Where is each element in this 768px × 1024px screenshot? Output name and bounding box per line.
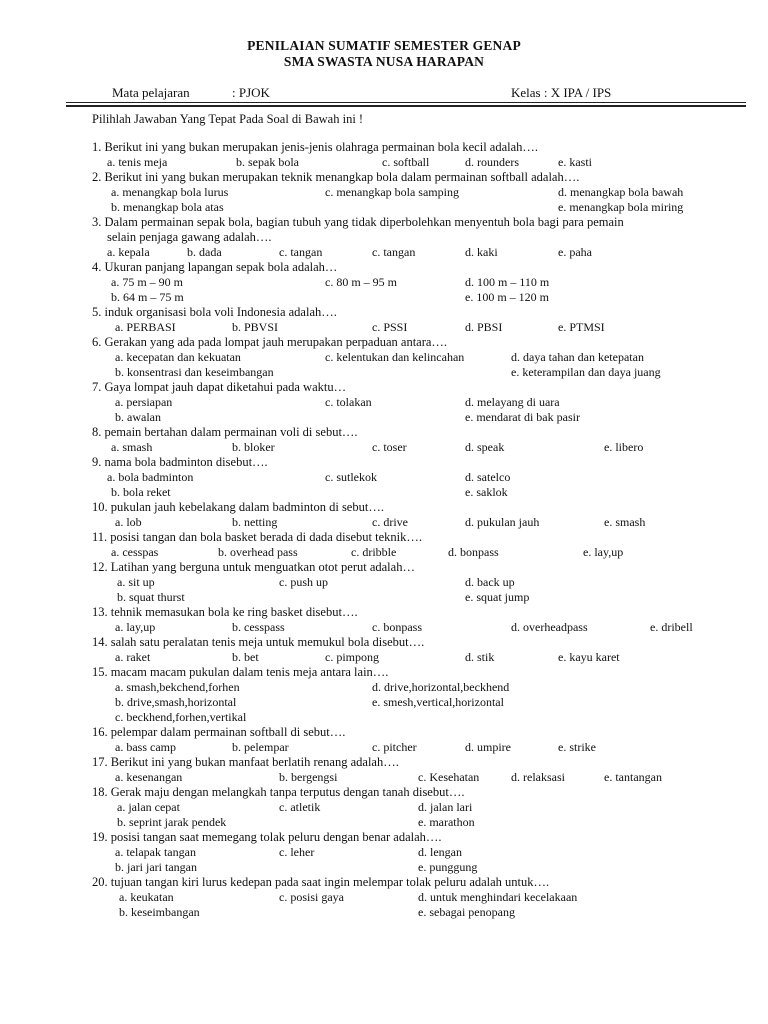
answer-option: a. kesenangan xyxy=(115,770,183,784)
answer-option: d. rounders xyxy=(465,155,519,169)
question-text: 14. salah satu peralatan tenis meja untuk memukul bola disebut…. xyxy=(92,635,425,649)
answer-option: b. cesspass xyxy=(232,620,285,634)
answer-option: b. sepak bola xyxy=(236,155,299,169)
answer-option: e. menangkap bola miring xyxy=(558,200,684,214)
answer-option: b. squat thurst xyxy=(117,590,185,604)
answer-option: c. 80 m – 95 m xyxy=(325,275,397,289)
answer-option: c. toser xyxy=(372,440,407,454)
answer-option: c. menangkap bola samping xyxy=(325,185,459,199)
question-text: 1. Berikut ini yang bukan merupakan jenis-jenis olahraga permainan bola kecil adalah…. xyxy=(92,140,539,154)
answer-option: c. pimpong xyxy=(325,650,379,664)
question-text: 5. induk organisasi bola voli Indonesia adalah…. xyxy=(92,305,337,319)
answer-option: c. softball xyxy=(382,155,430,169)
answer-option: c. tangan xyxy=(372,245,416,259)
answer-option: d. daya tahan dan ketepatan xyxy=(511,350,644,364)
answer-option: b. dada xyxy=(187,245,222,259)
question-text: 20. tujuan tangan kiri lurus kedepan pada saat ingin melempar tolak peluru adalah untuk…. xyxy=(92,875,550,889)
answer-option: d. jalan lari xyxy=(418,800,473,814)
answer-option: d. relaksasi xyxy=(511,770,565,784)
answer-option: c. leher xyxy=(279,845,315,859)
answer-option: a. 75 m – 90 m xyxy=(111,275,183,289)
question-text: 17. Berikut ini yang bukan manfaat berlatih renang adalah…. xyxy=(92,755,399,769)
answer-option: d. lengan xyxy=(418,845,462,859)
question-text: 4. Ukuran panjang lapangan sepak bola adalah… xyxy=(92,260,338,274)
answer-option: e. marathon xyxy=(418,815,475,829)
answer-option: b. 64 m – 75 m xyxy=(111,290,184,304)
answer-option: d. kaki xyxy=(465,245,498,259)
answer-option: c. kelentukan dan kelincahan xyxy=(325,350,465,364)
answer-option: b. bloker xyxy=(232,440,275,454)
answer-option: b. keseimbangan xyxy=(119,905,200,919)
answer-option: a. cesspas xyxy=(111,545,159,559)
answer-option: e. punggung xyxy=(418,860,478,874)
question-text: 2. Berikut ini yang bukan merupakan teknik menangkap bola dalam permainan softball adalah…. xyxy=(92,170,580,184)
answer-option: b. menangkap bola atas xyxy=(111,200,224,214)
exam-title: PENILAIAN SUMATIF SEMESTER GENAP xyxy=(247,38,521,53)
answer-option: c. dribble xyxy=(351,545,397,559)
answer-option: a. raket xyxy=(115,650,151,664)
answer-option: c. push up xyxy=(279,575,328,589)
answer-option: a. jalan cepat xyxy=(117,800,180,814)
answer-option: b. netting xyxy=(232,515,278,529)
answer-option: d. speak xyxy=(465,440,505,454)
answer-option: d. melayang di uara xyxy=(465,395,560,409)
answer-option: a. sit up xyxy=(117,575,155,589)
answer-option: b. PBVSI xyxy=(232,320,279,334)
answer-option: c. pitcher xyxy=(372,740,417,754)
answer-option: b. konsentrasi dan keseimbangan xyxy=(115,365,274,379)
answer-option: c. drive xyxy=(372,515,408,529)
answer-option: a. bola badminton xyxy=(107,470,194,484)
answer-option: a. keukatan xyxy=(119,890,174,904)
answer-option: d. umpire xyxy=(465,740,511,754)
answer-option: b. bet xyxy=(232,650,259,664)
answer-option: e. kayu karet xyxy=(558,650,620,664)
answer-option: d. stik xyxy=(465,650,495,664)
answer-option: c. beckhend,forhen,vertikal xyxy=(115,710,247,724)
answer-option: b. jari jari tangan xyxy=(115,860,197,874)
question-text: 15. macam macam pukulan dalam tenis meja antara lain…. xyxy=(92,665,389,679)
instruction: Pilihlah Jawaban Yang Tepat Pada Soal di Bawah ini ! xyxy=(92,112,364,126)
class-info: Kelas : X IPA / IPS xyxy=(511,85,612,100)
answer-option: d. satelco xyxy=(465,470,511,484)
question-text: 16. pelempar dalam permainan softball di sebut…. xyxy=(92,725,346,739)
answer-option: e. kasti xyxy=(558,155,592,169)
answer-option: e. mendarat di bak pasir xyxy=(465,410,580,424)
question-text: 12. Latihan yang berguna untuk menguatkan otot perut adalah… xyxy=(92,560,415,574)
question-text: 13. tehnik memasukan bola ke ring basket disebut…. xyxy=(92,605,358,619)
answer-option: b. drive,smash,horizontal xyxy=(115,695,237,709)
answer-option: a. PERBASI xyxy=(115,320,176,334)
answer-option: c. sutlekok xyxy=(325,470,377,484)
answer-option: c. tolakan xyxy=(325,395,372,409)
question-text: 10. pukulan jauh kebelakang dalam badminton di sebut…. xyxy=(92,500,384,514)
answer-option: a. smash xyxy=(111,440,153,454)
header-rule-thick xyxy=(66,105,746,107)
question-text: 18. Gerak maju dengan melangkah tanpa terputus dengan tanah disebut…. xyxy=(92,785,465,799)
answer-option: c. PSSI xyxy=(372,320,408,334)
answer-option: d. bonpass xyxy=(448,545,499,559)
answer-option: c. Kesehatan xyxy=(418,770,480,784)
question-text: 6. Gerakan yang ada pada lompat jauh merupakan perpaduan antara…. xyxy=(92,335,448,349)
question-text: 19. posisi tangan saat memegang tolak peluru dengan benar adalah…. xyxy=(92,830,442,844)
answer-option: e. libero xyxy=(604,440,644,454)
answer-option: d. back up xyxy=(465,575,515,589)
answer-option: e. saklok xyxy=(465,485,508,499)
answer-option: a. smash,bekchend,forhen xyxy=(115,680,240,694)
answer-option: b. seprint jarak pendek xyxy=(117,815,227,829)
question-text-continued: selain penjaga gawang adalah…. xyxy=(107,230,272,244)
answer-option: e. smash xyxy=(604,515,646,529)
answer-option: b. overhead pass xyxy=(218,545,298,559)
question-text: 11. posisi tangan dan bola basket berada di dada disebut teknik…. xyxy=(92,530,423,544)
answer-option: d. menangkap bola bawah xyxy=(558,185,684,199)
answer-option: c. atletik xyxy=(279,800,321,814)
answer-option: a. telapak tangan xyxy=(115,845,196,859)
answer-option: a. kepala xyxy=(107,245,150,259)
answer-option: e. squat jump xyxy=(465,590,530,604)
question-text: 9. nama bola badminton disebut…. xyxy=(92,455,268,469)
school-name: SMA SWASTA NUSA HARAPAN xyxy=(283,54,485,69)
header-rule xyxy=(66,102,746,103)
answer-option: d. untuk menghindari kecelakaan xyxy=(418,890,578,904)
answer-option: a. menangkap bola lurus xyxy=(111,185,229,199)
subject-label: Mata pelajaran xyxy=(112,85,190,100)
answer-option: e. PTMSI xyxy=(558,320,605,334)
answer-option: d. drive,horizontal,beckhend xyxy=(372,680,510,694)
answer-option: a. tenis meja xyxy=(107,155,168,169)
answer-option: d. 100 m – 110 m xyxy=(465,275,550,289)
answer-option: e. strike xyxy=(558,740,596,754)
answer-option: e. dribell xyxy=(650,620,693,634)
answer-option: b. bergengsi xyxy=(279,770,338,784)
answer-option: c. bonpass xyxy=(372,620,422,634)
answer-option: a. kecepatan dan kekuatan xyxy=(115,350,241,364)
answer-option: e. paha xyxy=(558,245,592,259)
answer-option: b. awalan xyxy=(115,410,161,424)
answer-option: e. sebagai penopang xyxy=(418,905,515,919)
question-text: 3. Dalam permainan sepak bola, bagian tubuh yang tidak diperbolehkan menyentuh bola bagi para pemain xyxy=(92,215,624,229)
answer-option: a. lay,up xyxy=(115,620,156,634)
answer-option: e. smesh,vertical,horizontal xyxy=(372,695,504,709)
answer-option: e. lay,up xyxy=(583,545,624,559)
answer-option: d. overheadpass xyxy=(511,620,588,634)
answer-option: a. lob xyxy=(115,515,142,529)
answer-option: e. keterampilan dan daya juang xyxy=(511,365,661,379)
answer-option: b. bola reket xyxy=(111,485,171,499)
answer-option: c. tangan xyxy=(279,245,323,259)
subject-value: : PJOK xyxy=(232,85,270,100)
answer-option: b. pelempar xyxy=(232,740,289,754)
answer-option: e. 100 m – 120 m xyxy=(465,290,549,304)
answer-option: a. bass camp xyxy=(115,740,176,754)
answer-option: c. posisi gaya xyxy=(279,890,344,904)
answer-option: e. tantangan xyxy=(604,770,662,784)
question-text: 7. Gaya lompat jauh dapat diketahui pada waktu… xyxy=(92,380,347,394)
answer-option: d. PBSI xyxy=(465,320,503,334)
answer-option: d. pukulan jauh xyxy=(465,515,540,529)
answer-option: a. persiapan xyxy=(115,395,173,409)
question-text: 8. pemain bertahan dalam permainan voli di sebut…. xyxy=(92,425,358,439)
